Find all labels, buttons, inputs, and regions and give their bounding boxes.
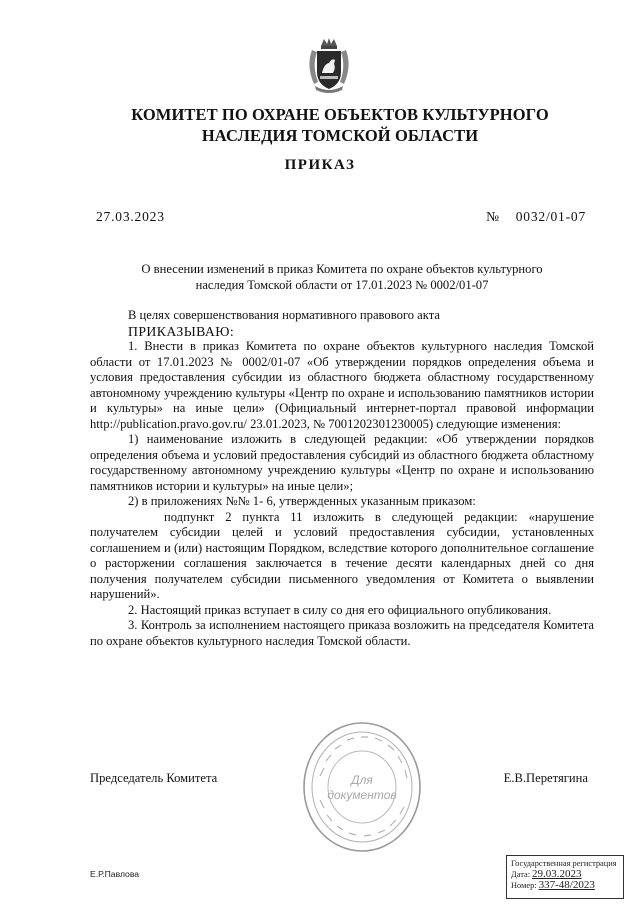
document-number	[486, 209, 586, 225]
stamp-inner-line2: документов	[327, 788, 397, 802]
official-stamp	[300, 716, 425, 858]
item-3: 3. Контроль за исполнением настоящего приказа возложить на председателя Комитета по охране объектов культурного наследия Томской области.	[90, 618, 594, 648]
document-date: 27.03.2023	[96, 209, 165, 224]
number-sign: №	[486, 209, 500, 224]
executor-name: Е.Р.Павлова	[90, 869, 140, 879]
item-1: 1. Внести в приказ Комитета по охране объектов культурного наследия Томской области от 17.01.2023 № 0002/01-07 «Об утверждении порядков определения объема и условия предоставления субсидии из областного бюджета областному государственному автономному учреждению культуры «Центр по охране и использованию памятников истории и культуры» на иные цели» (Официальный интернет-портал правовой информации http://publication.pravo.gov.ru/ 23.01.2023, № 7001202301230005) следующие изменения:	[90, 339, 594, 431]
item-2: 2. Настоящий приказ вступает в силу со дня его официального опубликования.	[128, 602, 552, 617]
org-title-line1: КОМИТЕТ ПО ОХРАНЕ ОБЪЕКТОВ КУЛЬТУРНОГО	[131, 105, 549, 124]
subject-line2: наследия Томской области от 17.01.2023 № 0002/01-07	[195, 277, 489, 292]
organization-title	[80, 104, 600, 146]
intro-paragraph: В целях совершенствования нормативного правового акта	[128, 308, 440, 322]
registration-number-row	[511, 880, 619, 891]
document-body	[90, 308, 594, 649]
item-1-2: 2) в приложениях №№ 1- 6, утвержденных указанным приказом:	[128, 494, 476, 508]
item-1-2-subpoint: подпункт 2 пункта 11 изложить в следующей редакции: «нарушение получателем субсидии целей и условий предоставления субсидии, установленных соглашением и (или) настоящим Порядком, вследствие которого дополнительное соглашение о расторжении соглашения заключается в течение десяти календарных дней со дня получения получателем субсидии письменного уведомления от Комитета о выявлении нарушений».	[90, 509, 594, 601]
signer-name: Е.В.Перетягина	[503, 771, 588, 785]
registration-date-label: Дата:	[511, 870, 531, 879]
signer-title: Председатель Комитета	[90, 771, 218, 785]
number-value: 0032/01-07	[515, 209, 586, 224]
subject-line1: О внесении изменений в приказ Комитета по охране объектов культурного	[141, 262, 543, 276]
order-word: ПРИКАЗЫВАЮ:	[128, 323, 235, 339]
document-subject	[90, 262, 594, 293]
registration-title: Государственная регистрация	[511, 859, 617, 868]
registration-box	[506, 855, 624, 899]
stamp-inner-line1: Для	[351, 773, 373, 787]
registration-number-label: Номер:	[511, 881, 537, 890]
document-type: ПРИКАЗ	[284, 157, 356, 173]
item-1-1: 1) наименование изложить в следующей редакции: «Об утверждении порядков определения объема и условий предоставления субсидий из областного бюджета областному государственному автономному учреждению культуры «Центр по охране и использованию памятников истории и культуры» на иные цели»;	[90, 432, 594, 493]
registration-date-value: 29.03.2023	[532, 868, 582, 880]
coat-of-arms-icon	[302, 36, 356, 96]
org-title-line2: НАСЛЕДИЯ ТОМСКОЙ ОБЛАСТИ	[201, 126, 479, 145]
registration-number-value: 337-48/2023	[538, 879, 595, 891]
